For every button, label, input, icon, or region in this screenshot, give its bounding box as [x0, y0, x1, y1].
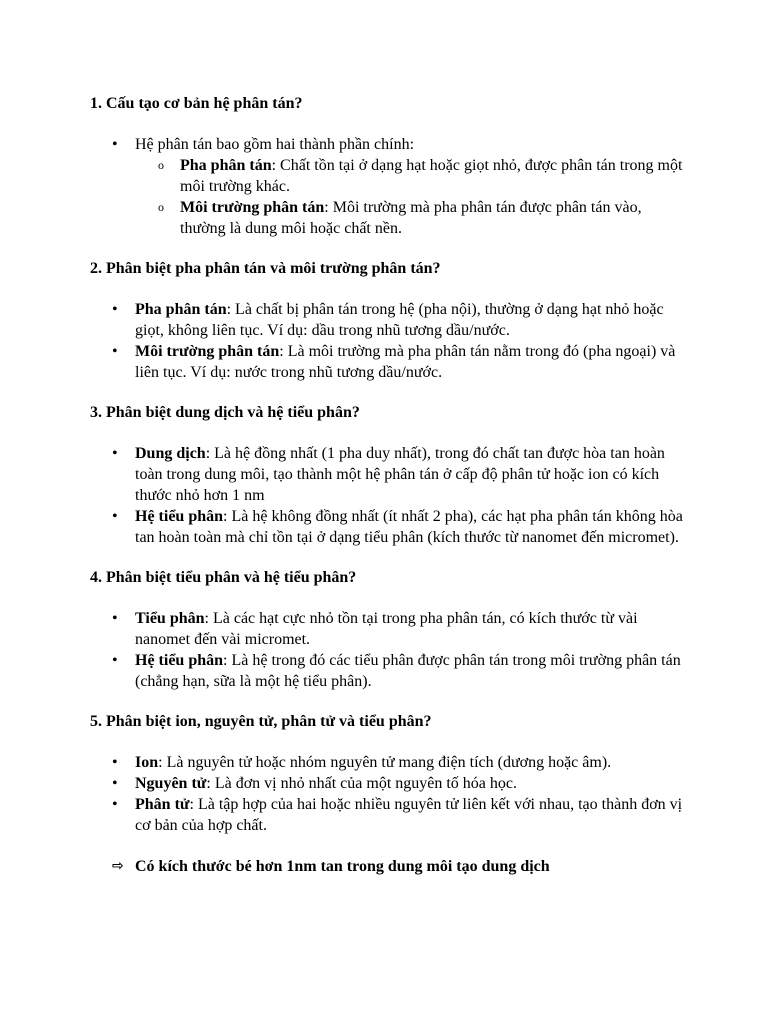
term: Nguyên tử: [135, 775, 207, 792]
definition: : Chất tồn tại ở dạng hạt hoặc giọt nhỏ, được phân tán trong một môi trường khác.: [180, 157, 683, 195]
list-item-text: Hệ phân tán bao gồm hai thành phần chính:: [135, 136, 415, 153]
definition: : Là hệ không đồng nhất (ít nhất 2 pha), các hạt pha phân tán không hòa tan hoàn toàn mà chỉ tồn tại ở dạng tiểu phân (kích thước từ nanomet đến micromet).: [135, 508, 683, 546]
definition: : Là hệ trong đó các tiểu phân được phân tán trong môi trường phân tán (chẳng hạn, sữa là một hệ tiểu phân).: [135, 652, 681, 690]
question-3-heading: 3. Phân biệt dung dịch và hệ tiểu phân?: [90, 404, 360, 421]
question-3-list: [90, 443, 690, 548]
list-item: [90, 794, 690, 836]
term: Hệ tiểu phân: [135, 652, 224, 669]
definition: : Là các hạt cực nhỏ tồn tại trong pha phân tán, có kích thước từ vài nanomet đến vài micromet.: [135, 610, 638, 648]
list-item: [90, 608, 690, 650]
document-page: [90, 93, 690, 877]
question-1-list: [90, 134, 690, 239]
list-item: [90, 752, 690, 773]
question-4-heading: 4. Phân biệt tiểu phân và hệ tiểu phân?: [90, 569, 357, 586]
list-item: [90, 650, 690, 692]
list-item: [90, 443, 690, 506]
list-item: [90, 773, 690, 794]
conclusion-line: [90, 856, 690, 877]
list-item: [90, 506, 690, 548]
term: Phân tử: [135, 796, 190, 813]
question-5-heading: 5. Phân biệt ion, nguyên tử, phân tử và tiểu phân?: [90, 713, 432, 730]
sub-list: [135, 155, 690, 239]
definition: : Là nguyên tử hoặc nhóm nguyên tử mang điện tích (dương hoặc âm).: [158, 754, 612, 771]
definition: : Là đơn vị nhỏ nhất của một nguyên tố hóa học.: [206, 775, 518, 792]
arrow-icon: ⇨: [112, 858, 124, 874]
list-item: [90, 299, 690, 341]
term: Dung dịch: [135, 445, 206, 462]
definition: : Môi trường mà pha phân tán được phân tán vào, thường là dung môi hoặc chất nền.: [180, 199, 642, 237]
question-2-heading: 2. Phân biệt pha phân tán và môi trường phân tán?: [90, 260, 441, 277]
term: Ion: [135, 754, 159, 771]
question-4-list: [90, 608, 690, 692]
term: Pha phân tán: [180, 157, 272, 174]
term: Tiểu phân: [135, 610, 205, 627]
definition: : Là môi trường mà pha phân tán nằm trong đó (pha ngoại) và liên tục. Ví dụ: nước trong nhũ tương dầu/nước.: [135, 343, 676, 381]
question-1-heading: 1. Cấu tạo cơ bản hệ phân tán?: [90, 95, 303, 112]
term: Pha phân tán: [135, 301, 227, 318]
term: Môi trường phân tán: [135, 343, 280, 360]
definition: : Là hệ đồng nhất (1 pha duy nhất), trong đó chất tan được hòa tan hoàn toàn trong dung môi, tạo thành một hệ phân tán ở cấp độ phân tử hoặc ion có kích thước nhỏ hơn 1 nm: [135, 445, 665, 504]
sub-list-item: [135, 197, 690, 239]
question-5-list: [90, 752, 690, 836]
definition: : Là tập hợp của hai hoặc nhiều nguyên tử liên kết với nhau, tạo thành đơn vị cơ bản của hợp chất.: [135, 796, 683, 834]
list-item: [90, 134, 690, 239]
list-item: [90, 341, 690, 383]
question-2-list: [90, 299, 690, 383]
term: Môi trường phân tán: [180, 199, 325, 216]
conclusion-text: Có kích thước bé hơn 1nm tan trong dung môi tạo dung dịch: [135, 858, 550, 875]
term: Hệ tiểu phân: [135, 508, 224, 525]
sub-list-item: [135, 155, 690, 197]
definition: : Là chất bị phân tán trong hệ (pha nội), thường ở dạng hạt nhỏ hoặc giọt, không liên tục. Ví dụ: dầu trong nhũ tương dầu/nước.: [135, 301, 664, 339]
